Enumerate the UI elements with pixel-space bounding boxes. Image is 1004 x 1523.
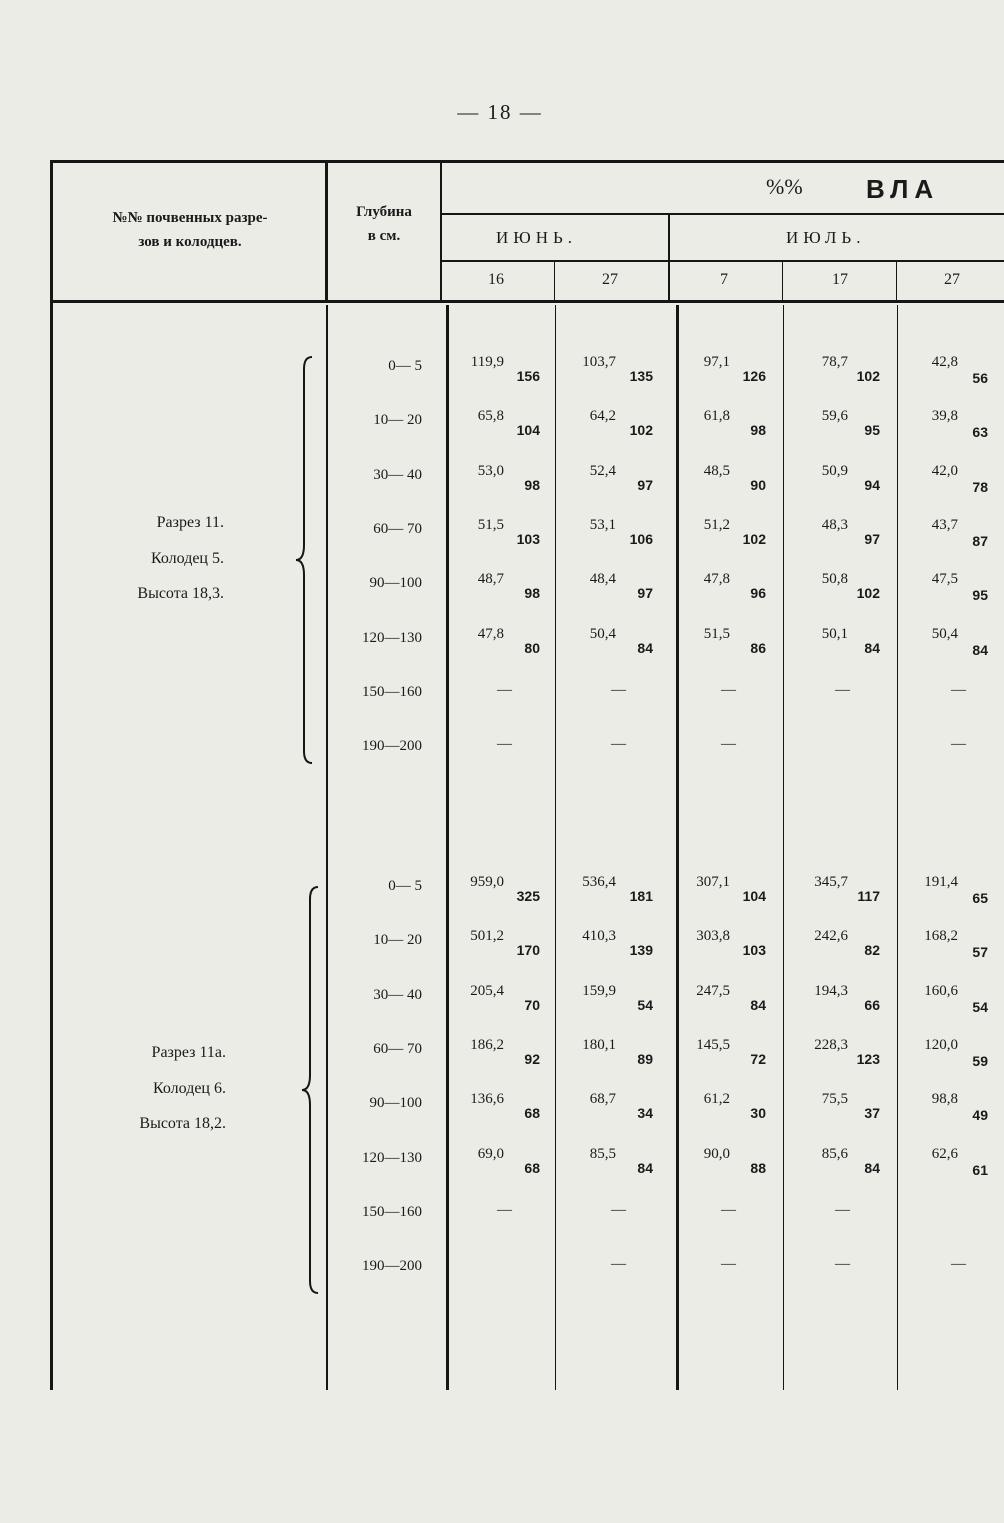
value-cell: 103,7 xyxy=(582,354,616,370)
col-separator-1b xyxy=(326,305,328,1390)
header-month-july: ИЮЛЬ. xyxy=(786,228,866,247)
value-cell: 47,8 xyxy=(477,625,504,642)
percent-cell: 63 xyxy=(972,424,988,441)
header-bottom-rule xyxy=(50,300,1004,303)
value-cell: 307,1 xyxy=(696,874,730,890)
percent-cell: 97 xyxy=(864,530,880,547)
value-cell: 50,4 xyxy=(589,625,616,642)
depth-cell: 150—160 xyxy=(362,1203,422,1220)
value-cell: 61,2 xyxy=(703,1091,730,1108)
depth-cell: 190—200 xyxy=(362,1258,422,1275)
header-day-4: 17 xyxy=(832,271,848,288)
depth-cell: 150—160 xyxy=(362,683,422,700)
value-cell: 194,3 xyxy=(814,982,848,999)
empty-cell: — xyxy=(835,1256,850,1273)
depth-cell: 190—200 xyxy=(362,738,422,755)
empty-cell: — xyxy=(835,681,850,698)
percent-cell: 84 xyxy=(750,996,766,1013)
empty-cell: — xyxy=(611,736,626,753)
header-depth-line1: Глубина xyxy=(356,204,412,220)
section-label: Колодец 5. xyxy=(151,550,224,567)
value-cell: 303,8 xyxy=(696,928,730,945)
value-cell: 205,4 xyxy=(470,982,504,999)
value-cell: 52,4 xyxy=(589,462,616,479)
empty-cell: — xyxy=(497,681,512,698)
header-day-1: 16 xyxy=(488,271,504,288)
value-cell: 228,3 xyxy=(814,1036,848,1053)
depth-cell: 10— 20 xyxy=(373,932,422,949)
depth-cell: 0— 5 xyxy=(388,878,422,894)
empty-cell: — xyxy=(497,736,512,753)
value-cell: 62,6 xyxy=(931,1145,958,1162)
section-label: Высота 18,3. xyxy=(137,585,224,602)
value-cell: 85,5 xyxy=(589,1145,616,1162)
value-cell: 160,6 xyxy=(924,982,958,999)
value-cell: 410,3 xyxy=(582,928,616,945)
col-separator-2 xyxy=(440,162,442,302)
depth-cell: 30— 40 xyxy=(373,986,422,1003)
value-cell: 191,4 xyxy=(924,874,958,890)
value-cell: 50,9 xyxy=(821,462,848,479)
value-cell: 51,2 xyxy=(703,516,730,533)
value-cell: 536,4 xyxy=(582,874,616,890)
empty-cell: — xyxy=(611,1201,626,1218)
percent-cell: 181 xyxy=(629,888,653,904)
depth-cell: 120—130 xyxy=(362,629,422,646)
value-cell: 42,0 xyxy=(931,462,958,479)
header-month-june: ИЮНЬ. xyxy=(496,228,578,247)
empty-cell: — xyxy=(611,681,626,698)
value-cell: 43,7 xyxy=(931,516,958,533)
value-cell: 51,5 xyxy=(703,625,730,642)
depth-cell: 60— 70 xyxy=(373,520,422,537)
percent-cell: 139 xyxy=(629,942,653,959)
empty-cell: — xyxy=(721,1201,736,1218)
value-cell: 59,6 xyxy=(821,408,848,425)
value-cell: 119,9 xyxy=(470,354,504,370)
percent-cell: 84 xyxy=(637,639,653,656)
value-cell: 64,2 xyxy=(589,408,616,425)
percent-cell: 104 xyxy=(742,888,766,904)
header-rule-1 xyxy=(442,213,1004,215)
value-cell: 959,0 xyxy=(470,874,504,890)
percent-cell: 98 xyxy=(524,476,540,493)
percent-cell: 59 xyxy=(972,1052,988,1069)
percent-cell: 90 xyxy=(750,476,766,493)
percent-cell: 102 xyxy=(629,422,653,439)
value-cell: 90,0 xyxy=(703,1145,730,1162)
empty-cell: — xyxy=(611,1256,626,1273)
percent-cell: 84 xyxy=(637,1159,653,1176)
value-cell: 85,6 xyxy=(821,1145,848,1162)
value-cell: 97,1 xyxy=(703,354,730,370)
percent-cell: 96 xyxy=(750,585,766,602)
col-sep-june xyxy=(554,262,555,302)
percent-cell: 87 xyxy=(972,532,988,549)
value-cell: 39,8 xyxy=(931,408,958,425)
empty-cell: — xyxy=(951,681,966,698)
percent-cell: 57 xyxy=(972,944,988,961)
value-cell: 501,2 xyxy=(470,928,504,945)
empty-cell: — xyxy=(721,1256,736,1273)
percent-cell: 30 xyxy=(750,1105,766,1122)
header-soil-pits-line2: зов и колодцев. xyxy=(138,234,242,250)
header-title-fragment: ВЛА xyxy=(866,174,940,204)
percent-cell: 72 xyxy=(750,1050,766,1067)
value-cell: 48,4 xyxy=(589,571,616,588)
header-day-5: 27 xyxy=(944,271,960,288)
depth-cell: 120—130 xyxy=(362,1149,422,1166)
percent-cell: 117 xyxy=(857,888,880,904)
value-cell: 48,3 xyxy=(821,516,848,533)
value-cell: 145,5 xyxy=(696,1036,730,1053)
depth-cell: 10— 20 xyxy=(373,412,422,429)
value-cell: 47,5 xyxy=(931,571,958,588)
value-cell: 247,5 xyxy=(696,982,730,999)
value-cell: 47,8 xyxy=(703,571,730,588)
value-cell: 50,4 xyxy=(931,625,958,642)
header-day-3: 7 xyxy=(720,271,728,288)
col-sep-july1 xyxy=(782,262,783,302)
percent-cell: 82 xyxy=(864,942,880,959)
value-cell: 345,7 xyxy=(814,874,848,890)
value-cell: 136,6 xyxy=(470,1091,504,1108)
value-cell: 242,6 xyxy=(814,928,848,945)
percent-cell: 68 xyxy=(524,1105,540,1122)
header-percent: %% xyxy=(766,174,803,199)
header-depth xyxy=(332,200,436,248)
percent-cell: 325 xyxy=(516,888,540,904)
percent-cell: 94 xyxy=(864,476,880,493)
section-label: Высота 18,2. xyxy=(139,1115,226,1132)
header-depth-line2: в см. xyxy=(367,228,401,244)
empty-cell: — xyxy=(721,681,736,698)
percent-cell: 56 xyxy=(972,370,988,386)
value-cell: 68,7 xyxy=(589,1091,616,1108)
value-cell: 53,1 xyxy=(589,516,616,533)
header-soil-pits xyxy=(60,206,320,254)
value-cell: 42,8 xyxy=(931,354,958,370)
percent-cell: 97 xyxy=(637,585,653,602)
value-cell: 159,9 xyxy=(582,982,616,999)
percent-cell: 98 xyxy=(750,422,766,439)
value-cell: 48,5 xyxy=(703,462,730,479)
depth-cell: 90—100 xyxy=(369,1095,422,1112)
percent-cell: 80 xyxy=(524,639,540,656)
depth-cell: 30— 40 xyxy=(373,466,422,483)
percent-cell: 89 xyxy=(637,1050,653,1067)
percent-cell: 123 xyxy=(856,1050,880,1067)
value-cell: 65,8 xyxy=(477,408,504,425)
percent-cell: 156 xyxy=(516,368,540,384)
empty-cell: — xyxy=(951,736,966,753)
percent-cell: 92 xyxy=(524,1050,540,1067)
header-soil-pits-line1: №№ почвенных разре- xyxy=(112,210,268,226)
percent-cell: 102 xyxy=(742,530,766,547)
value-cell: 51,5 xyxy=(477,516,504,533)
percent-cell: 78 xyxy=(972,478,988,495)
percent-cell: 49 xyxy=(972,1107,988,1124)
value-cell: 180,1 xyxy=(582,1036,616,1053)
value-cell: 50,1 xyxy=(821,625,848,642)
percent-cell: 37 xyxy=(864,1105,880,1122)
percent-cell: 54 xyxy=(637,996,653,1013)
percent-cell: 104 xyxy=(516,422,540,439)
depth-cell: 60— 70 xyxy=(373,1040,422,1057)
value-cell: 50,8 xyxy=(821,571,848,588)
header-day-2: 27 xyxy=(602,271,618,288)
section-label: Разрез 11а. xyxy=(151,1044,226,1061)
percent-cell: 95 xyxy=(864,422,880,439)
section-label: Колодец 6. xyxy=(153,1080,226,1097)
percent-cell: 61 xyxy=(972,1161,988,1178)
percent-cell: 102 xyxy=(856,368,880,384)
value-cell: 69,0 xyxy=(477,1145,504,1162)
percent-cell: 86 xyxy=(750,639,766,656)
value-cell: 168,2 xyxy=(924,928,958,945)
empty-cell: — xyxy=(951,1256,966,1273)
empty-cell: — xyxy=(721,736,736,753)
percent-cell: 66 xyxy=(864,996,880,1013)
percent-cell: 126 xyxy=(742,368,766,384)
value-cell: 120,0 xyxy=(924,1036,958,1053)
percent-cell: 170 xyxy=(516,942,540,959)
page-number: — 18 — xyxy=(457,100,543,124)
table-left-rule xyxy=(50,160,53,1390)
depth-cell: 0— 5 xyxy=(388,358,422,374)
value-cell: 75,5 xyxy=(821,1091,848,1108)
percent-cell: 88 xyxy=(750,1159,766,1176)
value-cell: 61,8 xyxy=(703,408,730,425)
value-cell: 48,7 xyxy=(477,571,504,588)
percent-cell: 103 xyxy=(742,942,766,959)
col-sep-month xyxy=(668,215,670,302)
percent-cell: 95 xyxy=(972,587,988,604)
empty-cell: — xyxy=(497,1201,512,1218)
value-cell: 186,2 xyxy=(470,1036,504,1053)
brace-section-2 xyxy=(298,885,322,1295)
percent-cell: 103 xyxy=(516,530,540,547)
percent-cell: 68 xyxy=(524,1159,540,1176)
col-sep-july1-b xyxy=(783,305,784,1390)
percent-cell: 84 xyxy=(864,639,880,656)
value-cell: 98,8 xyxy=(931,1091,958,1108)
value-cell: 78,7 xyxy=(821,354,848,370)
value-cell: 53,0 xyxy=(477,462,504,479)
col-separator-1 xyxy=(325,162,328,302)
brace-section-1 xyxy=(292,355,316,765)
header-rule-2 xyxy=(442,260,1004,262)
col-sep-july2 xyxy=(896,262,897,302)
percent-cell: 106 xyxy=(629,530,653,547)
percent-cell: 97 xyxy=(637,476,653,493)
percent-cell: 65 xyxy=(972,890,988,906)
percent-cell: 84 xyxy=(972,641,988,658)
percent-cell: 98 xyxy=(524,585,540,602)
empty-cell: — xyxy=(835,1201,850,1218)
percent-cell: 102 xyxy=(856,585,880,602)
section-label: Разрез 11. xyxy=(156,514,224,531)
percent-cell: 70 xyxy=(524,996,540,1013)
table-top-rule xyxy=(50,160,1004,163)
depth-cell: 90—100 xyxy=(369,575,422,592)
percent-cell: 135 xyxy=(629,368,653,384)
percent-cell: 84 xyxy=(864,1159,880,1176)
percent-cell: 54 xyxy=(972,998,988,1015)
percent-cell: 34 xyxy=(637,1105,653,1122)
